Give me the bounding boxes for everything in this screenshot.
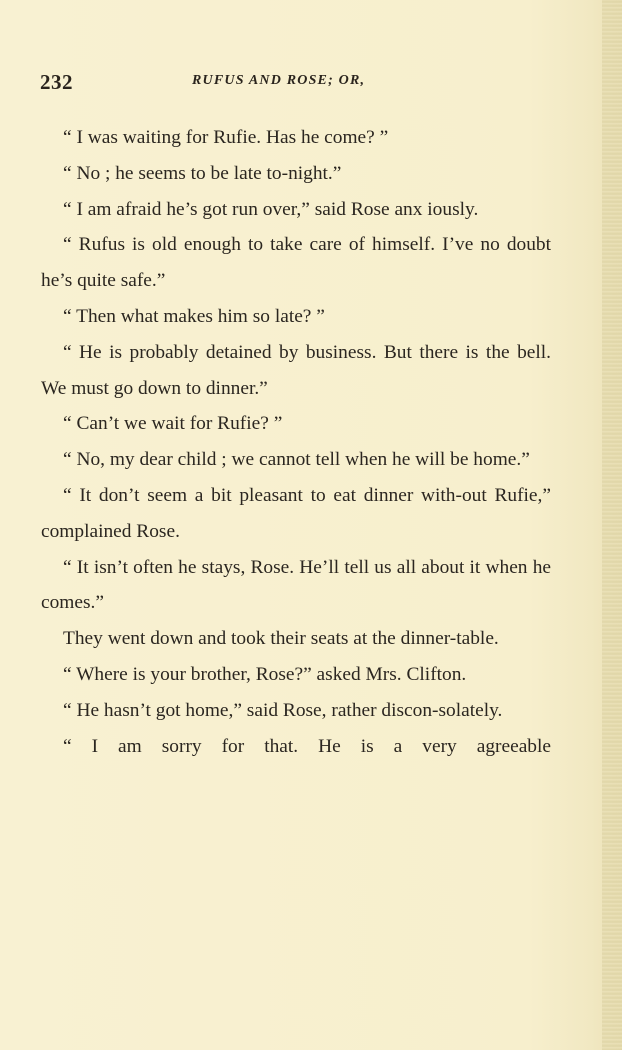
paragraph: “ He hasn’t got home,” said Rose, rather discon-solately.: [63, 699, 503, 721]
running-title: RUFUS AND ROSE; OR,: [192, 73, 366, 88]
page-number: 232: [40, 70, 73, 94]
paragraph: “ I was waiting for Rufie. Has he come? ”: [63, 127, 389, 148]
paragraph: “ I am sorry for that. He is a very agreeable: [63, 735, 551, 757]
page-gutter-edge: [602, 0, 622, 1050]
body-text: [41, 120, 551, 764]
paragraph: “ I am afraid he’s got run over,” said Rose anx iously.: [63, 198, 479, 220]
paragraph: “ Where is your brother, Rose?” asked Mrs. Clifton.: [63, 663, 467, 685]
paragraph: “ No ; he seems to be late to-night.”: [63, 162, 342, 184]
paragraph: “ Rufus is old enough to take care of himself. I’ve no doubt he’s quite safe.”: [41, 234, 551, 292]
paragraph: “ Then what makes him so late? ”: [63, 305, 325, 327]
paragraph: “ Can’t we wait for Rufie? ”: [63, 413, 283, 435]
paragraph: “ No, my dear child ; we cannot tell when he will be home.”: [63, 449, 530, 471]
page-header: [40, 70, 560, 100]
paragraph: “ It don’t seem a bit pleasant to eat dinner with-out Rufie,” complained Rose.: [41, 484, 551, 542]
paragraph: “ He is probably detained by business. But there is the bell. We must go down to dinner.”: [41, 341, 551, 399]
paragraph: They went down and took their seats at the dinner-table.: [63, 628, 499, 650]
paragraph: “ It isn’t often he stays, Rose. He’ll tell us all about it when he comes.”: [41, 556, 551, 614]
